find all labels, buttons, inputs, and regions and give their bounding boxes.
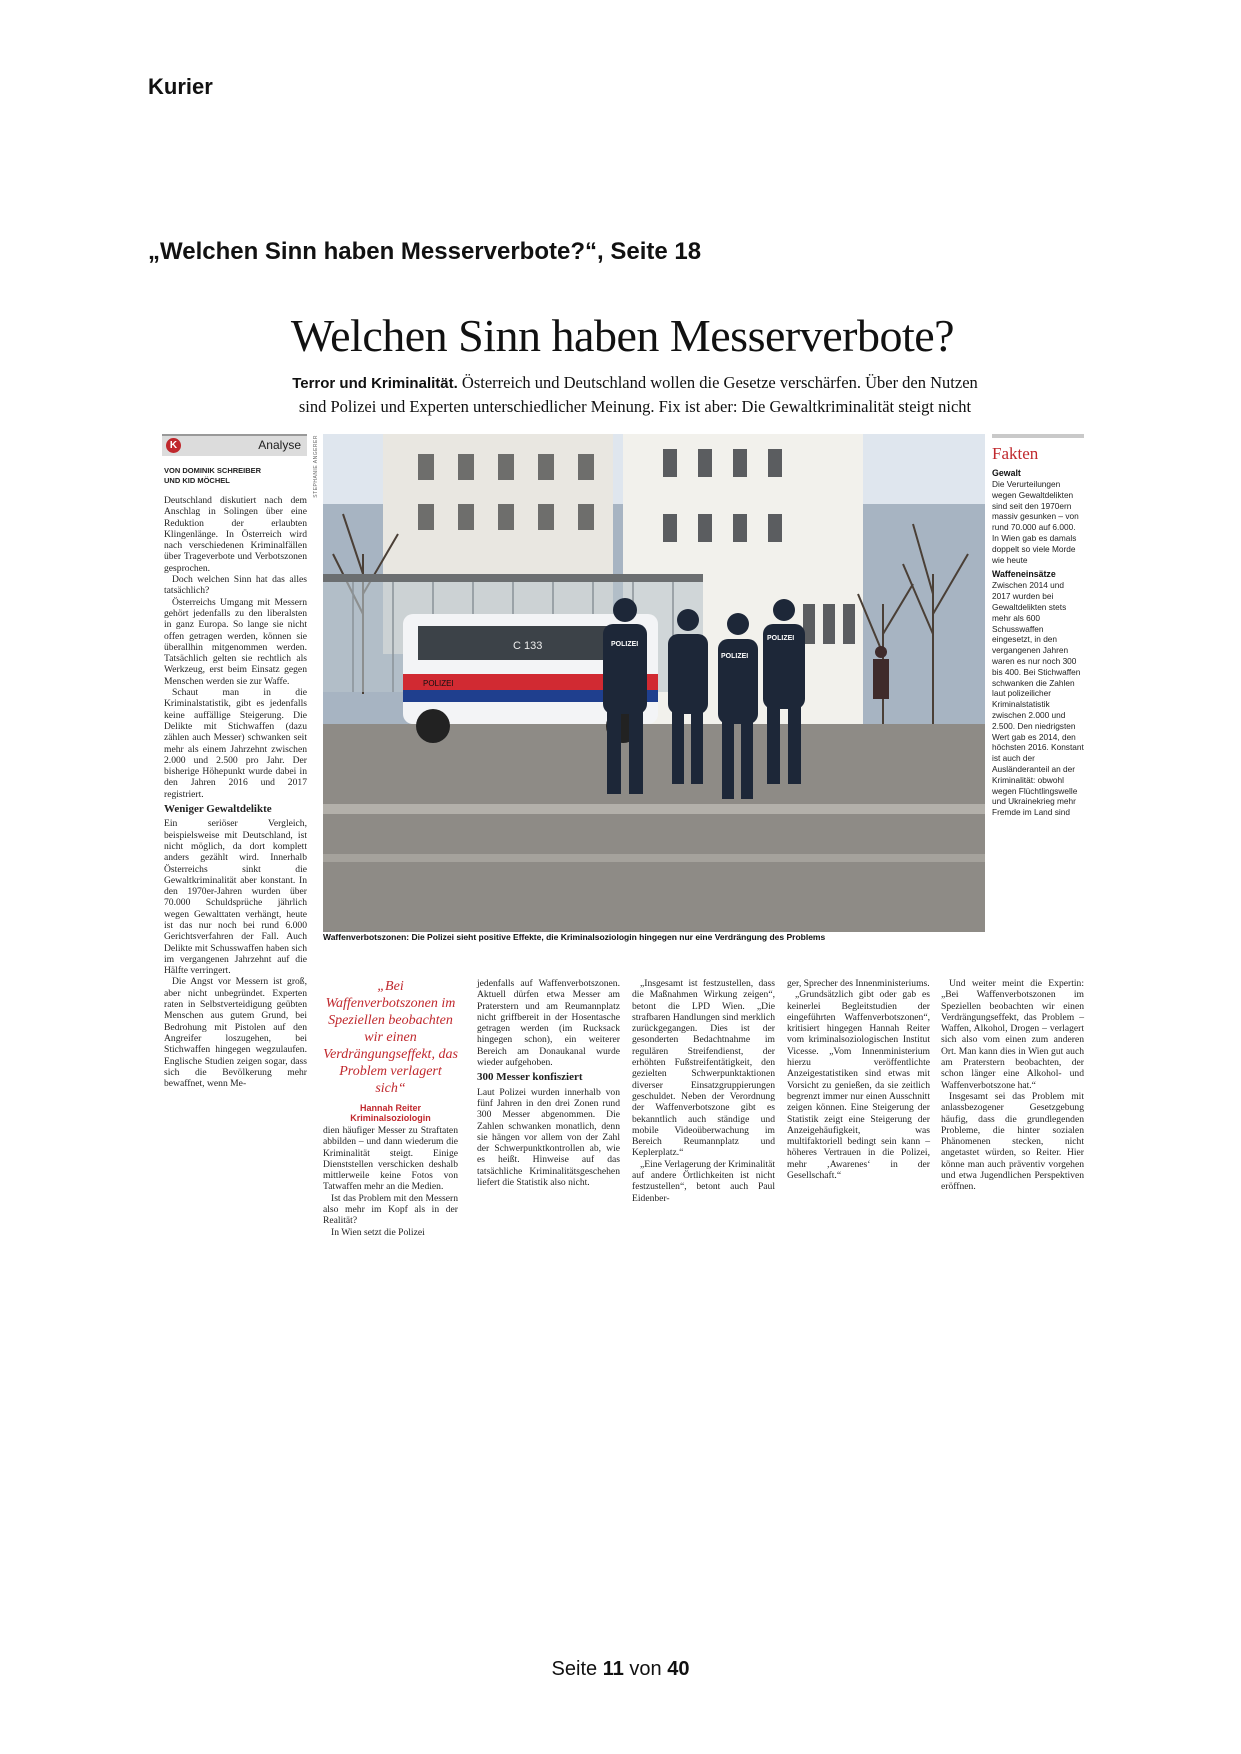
subheading: 300 Messer konfisziert [477,1071,583,1084]
pull-quote [323,978,458,1123]
publication-name: Kurier [148,74,213,99]
page-footer [0,1658,1241,1681]
van-label: POLIZEI [423,679,454,688]
newspaper-article [160,305,1085,1270]
footer-page-total: 40 [667,1658,690,1680]
caption-text: Die Polizei sieht positive Effekte, die Kriminalsoziologin hingegen nur eine Verdrängung des Problems [409,932,826,942]
column-2 [323,1125,458,1238]
standfirst-line-1: Österreich und Deutschland wollen die Gesetze verschärfen. Über den Nutzen [461,373,978,392]
column-6 [941,978,1084,1193]
section-bar [162,434,307,456]
paragraph: ger, Sprecher des Innenministeriums. [787,978,930,989]
byline-line-2: UND KID MÖCHEL [164,476,230,485]
paragraph: „Grundsätzlich gibt oder gab es keinerlei Begleitstudien der eingeführten Waffenverbotszonen“, kritisiert hingegen Hannah Reiter vom kriminalsoziologischen Institut Vicesse. „Vom Innenministerium hierzu veröffentlichte Anzeigestatistiken sind etwas mit Vorsicht zu genießen, da sie zeitlich begrenzt immer nur einen Ausschnitt zeigen können. Eine Steigerung der Statistik zeigt eine Steigerung der Anzeigehäufigkeit, was multifaktoriell bedingt sein kann – höheres Vertrauen in die Polizei, mehr ‚Awarenes‘ in der Gesellschaft.“ [787,989,930,1182]
paragraph: Insgesamt sei das Problem mit anlassbezogener Gesetzgebung häufig, dass die grundlegenden Probleme, die hinter sozialen Phänomenen stecken, nicht angetastet würden, so Reiter. Hier könne man auch präventiv vorgehen und etwa Jugendlichen Perspektiven eröffnen. [941,1090,1084,1193]
photo-credit: STEPHANIE ANGERER [313,435,319,498]
caption-lead: Waffenverbotszonen: [323,932,410,942]
clip-title: „Welchen Sinn haben Messerverbote?“, Seite 18 [148,238,702,265]
fakten-heading: Gewalt [992,468,1021,478]
paragraph: Und weiter meint die Expertin: „Bei Waffenverbotszonen im Speziellen beobachten wir einen Verdrängungseffekt, das Problem – Waffen, Alkohol, Drogen – verlagert sich also vom einen zum anderen Ort. Man kann dies in Wien gut auch am Praterstern beobachten, der schon länger eine Alkohol- und Waffenverbotszone hat.“ [941,978,1084,1091]
byline [164,466,309,486]
fakten-rule [992,434,1084,438]
police-patrol-photo [323,434,985,932]
kurier-logo-icon: K [166,438,181,453]
standfirst-line-2: sind Polizei und Experten unterschiedlicher Meinung. Fix ist aber: Die Gewaltkriminalität steigt nicht [298,397,972,416]
fakten-title: Fakten [992,444,1039,463]
pull-quote-name: Hannah Reiter [359,1103,421,1113]
footer-prefix: Seite [551,1658,603,1680]
column-4 [632,978,775,1204]
paragraph: Ein seriöser Vergleich, beispielsweise mit Deutschland, ist nicht möglich, da dort komplett anders gezählt wird. Innerhalb Österreichs sinkt die Gewaltkriminalität aber konstant. In den 1970er-Jahren wurden über 70.000 Schuldsprüche jährlich wegen Gewalttaten verhängt, heute ist das nur noch bei rund 6.000 Gerichtsverfahren der Fall. Auch Delikte mit Schusswaffen haben sich im vergangenen Jahrzehnt auf die Hälfte verringert. [164,818,307,977]
article-photo [323,434,985,932]
pull-quote-text: „Bei Waffenverbotszonen im Speziellen beobachten wir einen Verdrängungseffekt, das Problem verlagert sich“ [323,979,458,1096]
fakten-box [992,434,1084,818]
column-5 [787,978,930,1181]
paragraph: jedenfalls auf Waffenverbotszonen. Aktuell dürfen etwa Messer am Praterstern und am Reumannplatz nicht griffbereit in der Hosentasche getragen werden (im Rucksack hingegen schon), ein weiterer Bereich am Donaukanal wurde wieder aufgehoben. [477,978,620,1069]
fakten-text: Die Verurteilungen wegen Gewaltdelikten sind seit den 1970ern massiv gesunken – von rund 70.000 auf 6.000. In Wien gab es damals doppelt so viele Morde wie heute [992,479,1079,565]
paragraph: „Eine Verlagerung der Kriminalität auf andere Örtlichkeiten ist nicht festzustellen“, betont auch Paul Eidenber- [632,1158,775,1204]
subheading: Weniger Gewaltdelikte [164,803,272,816]
paragraph: Doch welchen Sinn hat das alles tatsächlich? [164,574,307,597]
footer-middle: von [623,1658,668,1680]
vest-label: POLIZEI [767,635,795,642]
paragraph: Ist das Problem mit den Messern also mehr im Kopf als in der Realität? [323,1192,458,1227]
standfirst-lead: Terror und Kriminalität. [292,375,458,392]
photo-caption [323,932,985,942]
byline-line-1: VON DOMINIK SCHREIBER [164,466,262,475]
vest-label: POLIZEI [721,653,749,660]
section-label: Analyse [258,438,301,452]
fakten-heading: Waffeneinsätze [992,569,1056,580]
article-headline: Welchen Sinn haben Messerverbote? [290,310,955,361]
paragraph: Schaut man in die Kriminalstatistik, gibt es jedenfalls keine auffällige Steigerung. Die Delikte mit Stichwaffen (dazu zählen auch Messer) schwanken seit mehr als einem Jahrzehnt zwischen 2.000 und 2.500 pro Jahr. Der bisherige Höhepunkt wurde dabei in den Jahren 2016 und 2017 registriert. [164,687,307,800]
paragraph: Deutschland diskutiert nach dem Anschlag in Solingen über eine Reduktion der erlaubten Klingenlänge. In Österreich wird nach verschiedenen Kriminalfällen über Trageverbote und Verbotszonen gesprochen. [164,495,307,574]
paragraph: „Insgesamt ist festzustellen, dass die Maßnahmen Wirkung zeigen“, betont die LPD Wien. „Die strafbaren Handlungen sind merklich zurückgegangen. Dies ist der gesonderten Bedachtnahme im regulären Streifendienst, der erhöhten Fußstreifentätigkeit, den gezielten Schwerpunktaktionen diverser Einsatzgruppierungen geschuldet. Neben der Verordnung der Waffenverbotszone gibt es bekanntlich auch ständige und mobile Videoüberwachung im Bereich Reumannplatz und Keplerplatz.“ [632,978,775,1159]
column-1-top [164,495,307,1089]
paragraph: Laut Polizei wurden innerhalb von fünf Jahren in den drei Zonen rund 300 Messer abgenommen. Die Zahlen schwanken monatlich, denn sie hängen vor allem von der Zahl der Schwerpunktkontrollen ab, wie es heißt. Hinweise auf das tatsächliche Kriminalitätsgeschehen liefert die Statistik also nicht. [477,1086,620,1189]
paragraph: Die Angst vor Messern ist groß, aber nicht unbegründet. Experten raten in Selbstverteidigung geübten Menschen aus gutem Grund, bei Bedrohung mit Pistolen auf den Angreifer loszugehen, bei Stichwaffen hingegen wegzulaufen. Englische Studien zeigen sogar, dass sich die Bevölkerung mehr bewaffnet, wenn Me- [164,976,307,1090]
paragraph: In Wien setzt die Polizei [331,1226,425,1238]
article-standfirst [200,371,1070,418]
vest-label: POLIZEI [611,641,639,648]
pull-quote-role: Kriminalsoziologin [350,1113,431,1123]
paragraph: dien häufiger Messer zu Straftaten abbilden – und dann wiederum die Kriminalität steigt. Einige Dienststellen verschicken deshalb mittlerweile keine Fotos von Tatwaffen mehr an die Medien. [323,1125,458,1193]
fakten-text: Zwischen 2014 und 2017 wurden bei Gewaltdelikten stets mehr als 600 Schusswaffen eingesetzt, in den vergangenen Jahren waren es nur noch 300 bis 400. Bei Stichwaffen schwanken die Zahlen laut polizeilicher Kriminalstatistik zwischen 2.000 und 2.500. Den niedrigsten Wert gab es 2014, den höchsten 2016. Konstant ist auch der Ausländeranteil an der Kriminalität: obwohl wegen Flüchtlingswelle und Ukrainekrieg mehr Fremde im Land sind [992,580,1084,818]
paragraph: Österreichs Umgang mit Messern gehört jedenfalls zu den liberalsten in ganz Europa. So lange sie nicht offen getragen werden, können sie überallhin mitgenommen werden. Tatsächlich gelten sie rechtlich als Werkzeug, erst beim Einsatz gegen Menschen werden sie zur Waffe. [164,596,307,687]
footer-page-number: 11 [602,1658,624,1680]
van-number: C 133 [513,640,543,652]
column-3 [477,978,620,1188]
